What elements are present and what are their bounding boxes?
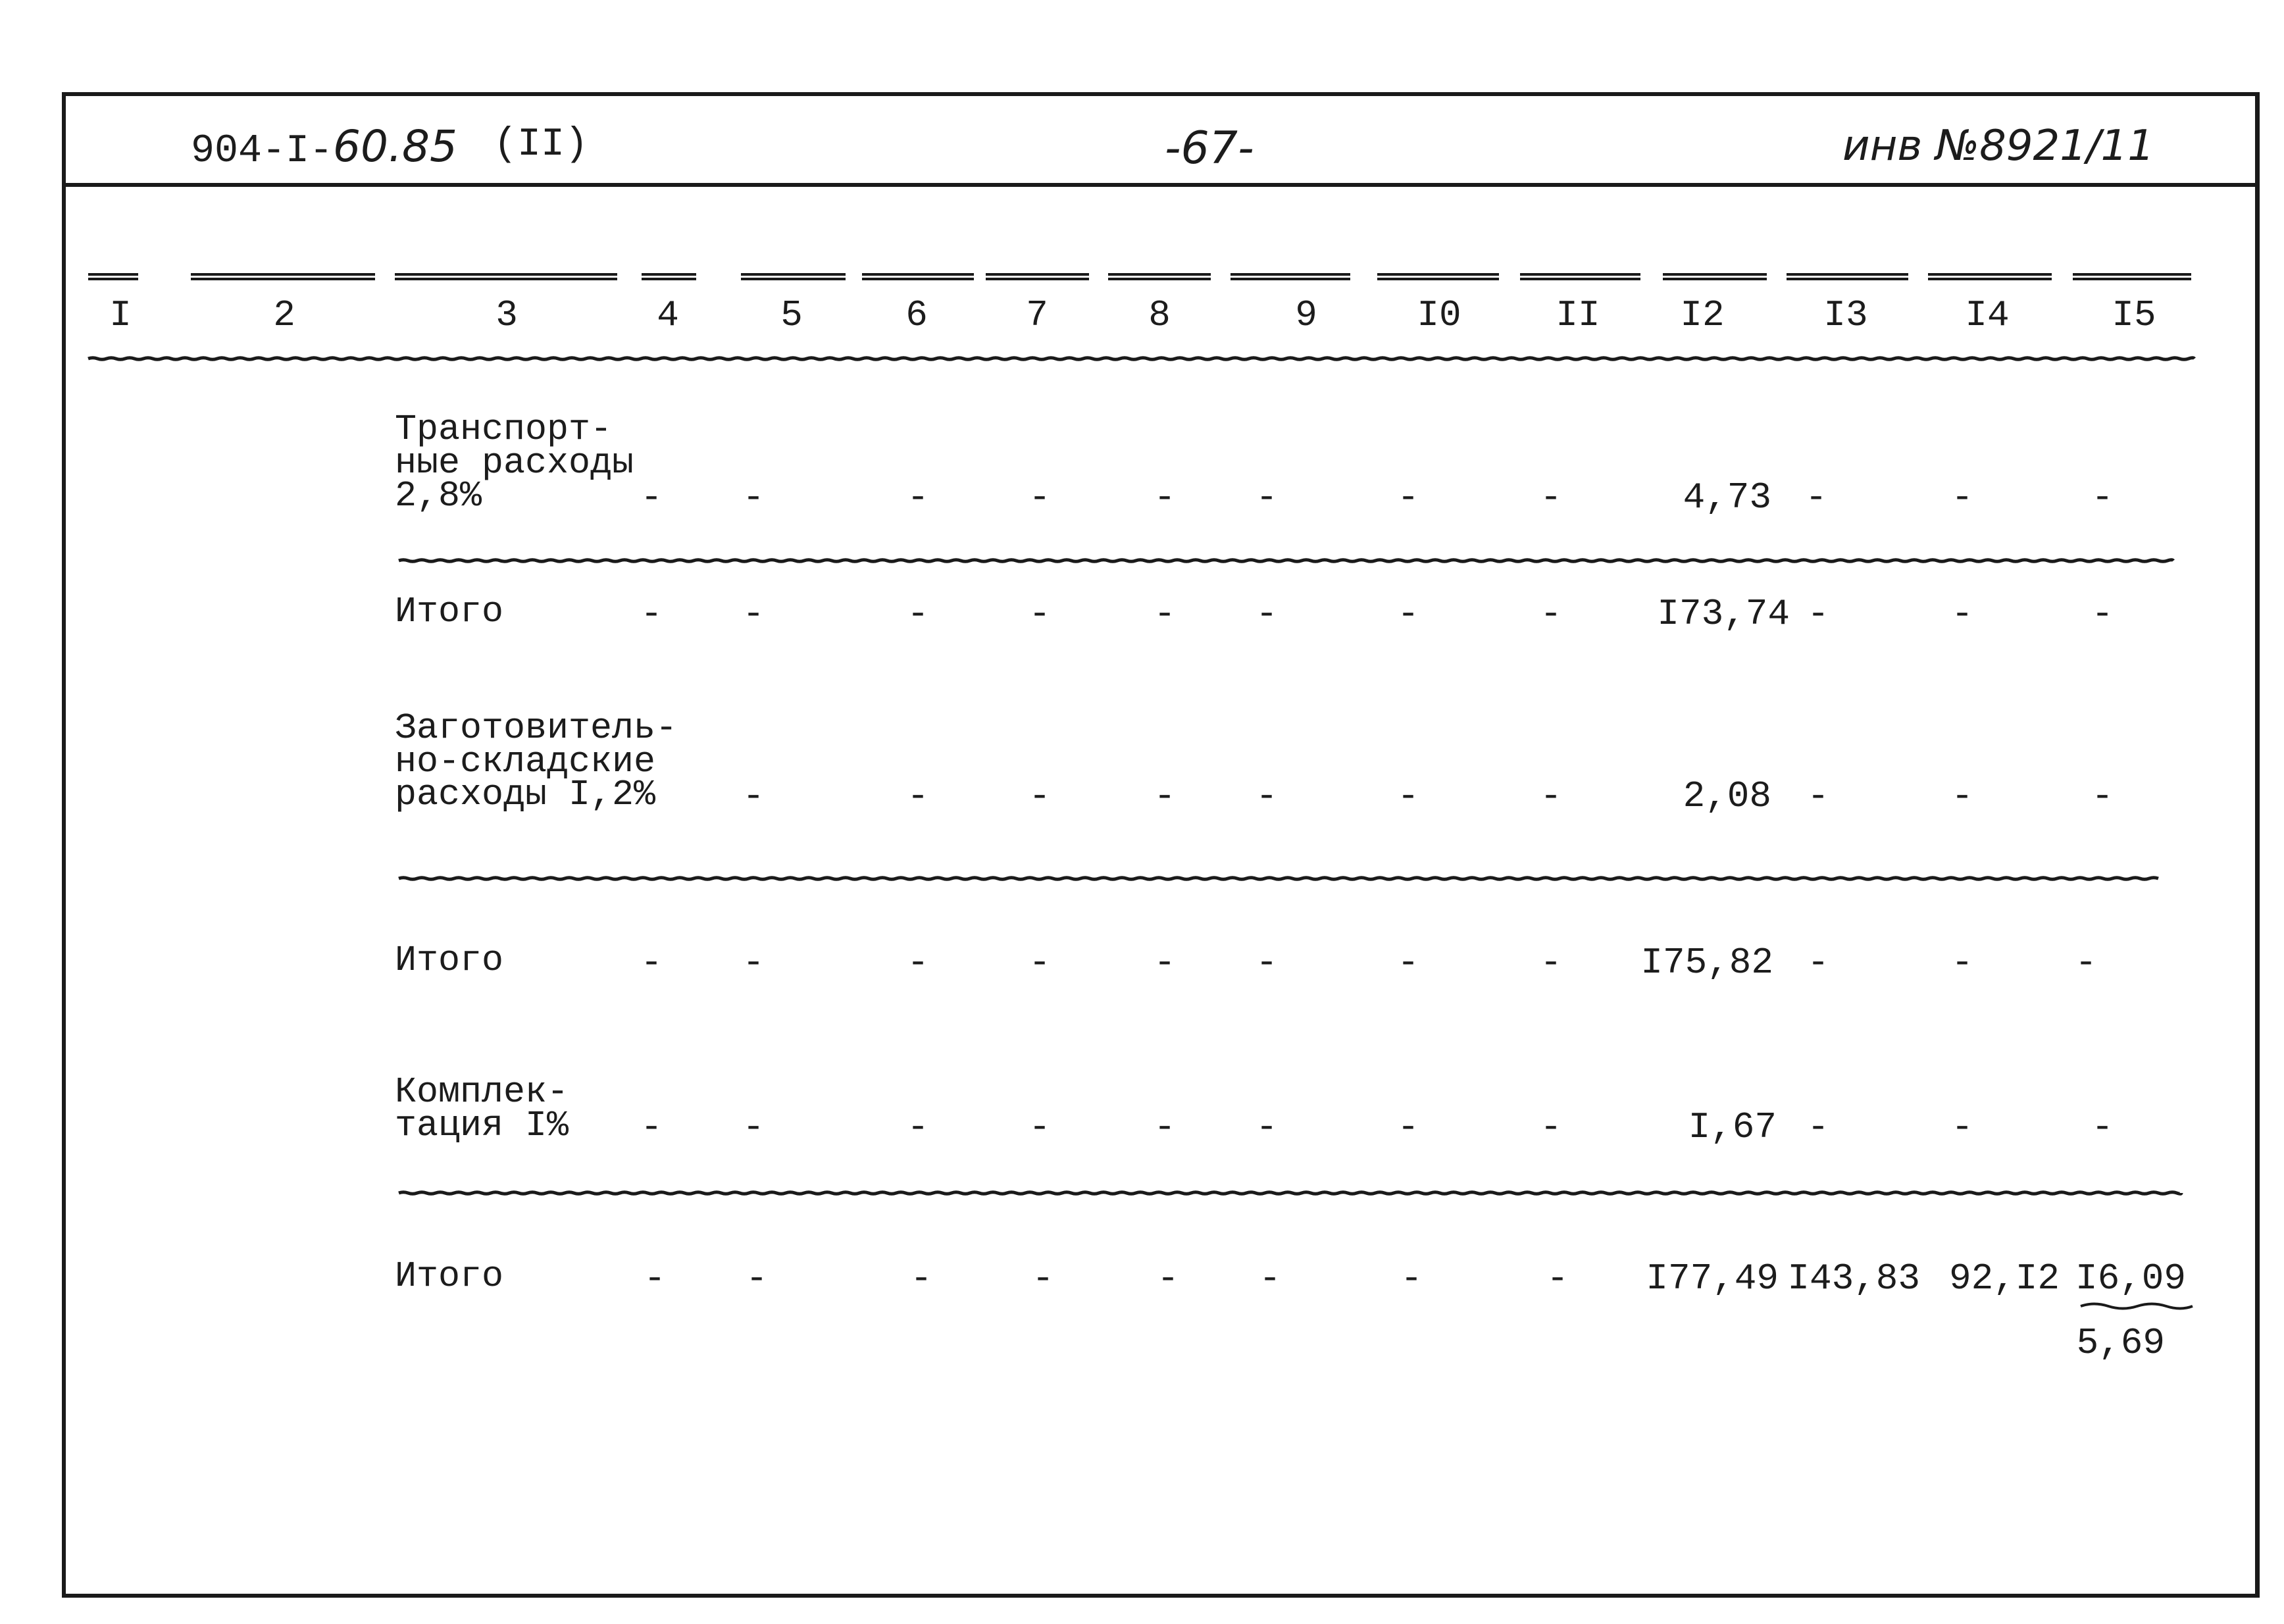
cell-r1-c4: - (640, 476, 663, 519)
row-label-transport: Транспорт- ные расходы 2,8% (395, 409, 634, 517)
column-rule-9 (1231, 273, 1350, 280)
cell-r5-c10: - (1397, 1106, 1419, 1148)
column-number-1: I (109, 294, 132, 336)
column-rule-1 (88, 273, 138, 280)
column-header-underline (0, 352, 2284, 365)
cell-r1-c5: - (742, 476, 765, 519)
cell-r3-c12: 2,08 (1683, 775, 1771, 817)
cell-r3-c10: - (1397, 775, 1419, 817)
cell-r5-c15: - (2091, 1106, 2114, 1148)
column-rule-4 (642, 273, 696, 280)
cell-r1-c11: - (1540, 476, 1562, 519)
column-number-4: 4 (657, 294, 679, 336)
cell-r6-c7: - (1032, 1257, 1054, 1300)
cell-r6-c6: - (910, 1257, 932, 1300)
cell-r4-c14: - (1951, 942, 1973, 984)
cell-r5-c8: - (1154, 1106, 1176, 1148)
document-code (191, 121, 457, 174)
column-rule-3 (395, 273, 617, 280)
column-rule-2 (191, 273, 375, 280)
column-number-6: 6 (905, 294, 928, 336)
column-rule-8 (1108, 273, 1211, 280)
column-number-8: 8 (1148, 294, 1171, 336)
cell-r6-c14: 92,I2 (1948, 1257, 2060, 1300)
cell-r3-c14: - (1951, 775, 1973, 817)
cell-r6-c9: - (1259, 1257, 1281, 1300)
inventory-number: инв №8921/11 (1842, 122, 2154, 170)
column-number-13: I3 (1823, 294, 1868, 336)
cell-r5-c11: - (1540, 1106, 1562, 1148)
column-rule-10 (1377, 273, 1499, 280)
row-label-equipment: Комплек- тация I% (395, 1071, 569, 1146)
row-label-subtotal-2: Итого (395, 940, 504, 981)
cell-r5-c12: I,67 (1688, 1106, 1777, 1148)
cell-r5-c9: - (1256, 1106, 1278, 1148)
cell-r1-c15: - (2091, 476, 2114, 519)
cell-r4-c12: I75,82 (1640, 942, 1773, 984)
column-rule-7 (986, 273, 1089, 280)
cell-r5-c6: - (907, 1106, 929, 1148)
column-rule-6 (862, 273, 974, 280)
footnote-value: 5,69 (2076, 1322, 2165, 1364)
column-rule-5 (741, 273, 846, 280)
row-separator-3 (0, 1186, 2284, 1200)
row-separator-1 (0, 554, 2284, 567)
cell-r2-c9: - (1256, 593, 1278, 635)
cell-r1-c8: - (1154, 476, 1176, 519)
cell-r4-c9: - (1256, 942, 1278, 984)
cell-r5-c14: - (1951, 1106, 1973, 1148)
cell-r6-c11: - (1546, 1257, 1569, 1300)
cell-r1-c9: - (1256, 476, 1278, 519)
cell-r1-c14: - (1951, 476, 1973, 519)
column-number-10: I0 (1417, 294, 1461, 336)
cell-r6-c4: - (644, 1257, 666, 1300)
column-number-2: 2 (273, 294, 295, 336)
row-label-procurement: Заготовитель- но-складские расходы I,2% (395, 707, 678, 816)
cell-r2-c15: - (2091, 593, 2114, 635)
cell-r6-c12: I77,49 (1646, 1257, 1779, 1300)
cell-r1-c7: - (1028, 476, 1051, 519)
cell-r3-c9: - (1256, 775, 1278, 817)
document-code-prefix: 904-I- (191, 129, 334, 174)
cell-r5-c7: - (1028, 1106, 1051, 1148)
cell-r2-c13: - (1807, 593, 1829, 635)
cell-r2-c4: - (640, 593, 663, 635)
cell-r2-c12: I73,74 (1657, 593, 1790, 635)
column-rule-11 (1520, 273, 1640, 280)
cell-r3-c13: - (1807, 775, 1829, 817)
column-number-12: I2 (1680, 294, 1725, 336)
cell-r4-c7: - (1028, 942, 1051, 984)
sheet-label: (II) (494, 122, 589, 167)
cell-r5-c4: - (640, 1106, 663, 1148)
cell-r3-c11: - (1540, 775, 1562, 817)
cell-r1-c13: - (1805, 476, 1827, 519)
cell-r4-c10: - (1397, 942, 1419, 984)
row-label-total: Итого (395, 1256, 504, 1297)
cell-r1-c10: - (1397, 476, 1419, 519)
column-number-9: 9 (1295, 294, 1317, 336)
cell-r6-c10: - (1400, 1257, 1423, 1300)
column-number-7: 7 (1026, 294, 1048, 336)
column-rule-15 (2073, 273, 2191, 280)
cell-r4-c13: - (1807, 942, 1829, 984)
cell-r3-c7: - (1028, 775, 1051, 817)
document-code-handwritten: 60.85 (333, 121, 457, 172)
fraction-bar (2079, 1300, 2195, 1313)
cell-r3-c15: - (2091, 775, 2114, 817)
column-rule-13 (1787, 273, 1908, 280)
cell-r4-c5: - (742, 942, 765, 984)
cell-r2-c6: - (907, 593, 929, 635)
cell-r3-c6: - (907, 775, 929, 817)
cell-r2-c8: - (1154, 593, 1176, 635)
header-divider (66, 183, 2256, 187)
cell-r6-c13: I43,83 (1787, 1257, 1920, 1300)
cell-r4-c4: - (640, 942, 663, 984)
cell-r6-c8: - (1157, 1257, 1179, 1300)
cell-r2-c14: - (1951, 593, 1973, 635)
cell-r3-c8: - (1154, 775, 1176, 817)
cell-r1-c6: - (907, 476, 929, 519)
cell-r1-c12: 4,73 (1683, 476, 1771, 519)
column-number-5: 5 (780, 294, 803, 336)
column-rule-14 (1928, 273, 2052, 280)
cell-r4-c15: - (2075, 942, 2097, 984)
column-number-14: I4 (1965, 294, 2010, 336)
column-number-11: II (1556, 294, 1600, 336)
cell-r5-c13: - (1807, 1106, 1829, 1148)
page-number: -67- (1165, 122, 1254, 174)
cell-r6-c15: I6,09 (2075, 1257, 2186, 1300)
cell-r6-c5: - (746, 1257, 768, 1300)
row-separator-2 (0, 872, 2284, 885)
row-label-subtotal-1: Итого (395, 591, 504, 632)
cell-r5-c5: - (742, 1106, 765, 1148)
cell-r3-c5: - (742, 775, 765, 817)
cell-r2-c7: - (1028, 593, 1051, 635)
column-rule-12 (1663, 273, 1767, 280)
cell-r2-c11: - (1540, 593, 1562, 635)
column-number-15: I5 (2112, 294, 2156, 336)
cell-r4-c11: - (1540, 942, 1562, 984)
cell-r2-c10: - (1397, 593, 1419, 635)
column-number-3: 3 (495, 294, 518, 336)
cell-r4-c8: - (1154, 942, 1176, 984)
cell-r4-c6: - (907, 942, 929, 984)
cell-r2-c5: - (742, 593, 765, 635)
